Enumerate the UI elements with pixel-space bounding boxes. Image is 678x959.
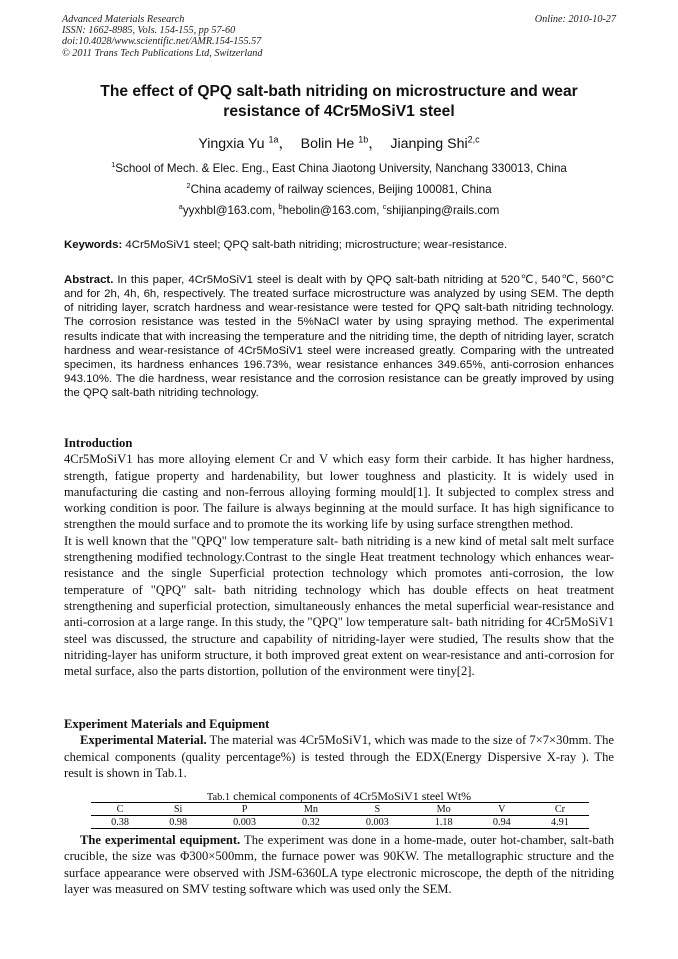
copyright-line: © 2011 Trans Tech Publications Ltd, Switzerland <box>62 47 263 59</box>
subsection-label: The experimental equipment. <box>80 833 241 847</box>
email-list <box>60 202 618 217</box>
abstract-text: In this paper, 4Cr5MoSiV1 steel is dealt with by QPQ salt-bath nitriding at 520℃, 540℃, 560°C and for 2h, 4h, 6h, respectively. The treated surface microstructure was analyzed by using SEM. The depth of nitriding layer, scratch hardness and wear-resistance were tested for QPQ salt-bath nitriding technology. The corrosion resistance was tested in the 5%NaCl water by using spraying method. The experimental results indicate that with increasing the temperature and the nitriding time, the depth of nitriding layer, scratch hardness and wear-resistance of 4Cr5MoSiV1 steel were increased greatly. Comparing with the untreated specimen, its hardness enhances 196.73%, wear resistance enhances 349.65%, anti-corrosion enhances 943.10%. The die hardness, wear resistance and the corrosion resistance can be greatly improved by using the QPQ salt-bath nitriding technology. <box>64 274 614 400</box>
email-sup: a <box>178 202 183 211</box>
table-cell: 0.003 <box>207 816 282 829</box>
table-cell: 1.18 <box>415 816 473 829</box>
table-cell: 0.94 <box>473 816 531 829</box>
table-cell: 0.38 <box>91 816 149 829</box>
paragraph: It is well known that the "QPQ" low temperature salt- bath nitriding is a new kind of metal salt melt surface strengthening modified technology.Contrast to the single Heat treatment technology which enhances wear-resistance and the single Superficial protection technology which promotes anti-corrosion, the low temperature of "QPQ" salt- bath nitriding technology which has double effects on heat treatment strengthening and superficial protection, simultaneously enhances the metal superficial wear-resistance and anti-corrosion at a large range. In this study, the "QPQ" low temperature salt- bath nitriding for 4Cr5MoSiV1 steel was discussed, the structure and capability of nitriding-layer were studied, The results show that the nitriding-layer has uniform structure, it both improved great extent on wear-resistance and anti-corrosion for metal surface, also the parts distortion, pollution of the environment were tiny[2]. <box>64 533 614 679</box>
author-list <box>60 133 618 153</box>
abstract-label: Abstract. <box>64 274 114 286</box>
table-cell: 4.91 <box>531 816 589 829</box>
author-separator: ， <box>278 136 293 152</box>
issn-line: ISSN: 1662-8985, Vols. 154-155, pp 57-60 <box>62 25 236 37</box>
email-link[interactable]: yyxhbl@163.com, <box>182 203 279 217</box>
introduction-section <box>64 435 614 679</box>
journal-name: Advanced Materials Research <box>62 14 185 25</box>
email-sup: b <box>278 202 283 211</box>
paragraph-text: The material was 4Cr5MoSiV1, which was made to the size of 7×7×30mm. The chemical components (quality percentage%) is tested through the EDX(Energy Dispersive X-ray ). The result is shown in Tab.1. <box>64 733 615 780</box>
email-link[interactable]: shijianping@rails.com <box>386 203 500 217</box>
table-header-cell: Cr <box>531 803 589 816</box>
section-heading: Experiment Materials and Equipment <box>64 717 270 731</box>
affiliation-sup: 1 <box>111 160 116 169</box>
table-header-cell: Mn <box>282 803 340 816</box>
keywords <box>64 238 618 252</box>
table-header-row <box>91 803 589 816</box>
title-line-1: The effect of QPQ salt-bath nitriding on microstructure and wear <box>100 83 578 100</box>
table-caption-prefix: Tab.1 <box>206 792 231 803</box>
subsection-label: Experimental Material. <box>80 733 207 748</box>
equipment-paragraph <box>64 832 614 897</box>
table-cell: 0.32 <box>282 816 340 829</box>
table-header-cell: Si <box>149 803 207 816</box>
affiliation-1 <box>60 160 618 175</box>
paragraph <box>64 732 614 781</box>
affiliation-2 <box>60 181 618 196</box>
running-header <box>62 14 616 59</box>
table-header-cell: P <box>207 803 282 816</box>
abstract <box>64 273 614 400</box>
table-row <box>91 816 589 829</box>
author-name: Bolin He <box>300 136 355 152</box>
author-separator: ， <box>368 136 383 152</box>
email-sup: c <box>382 202 387 211</box>
author-name: Jianping Shi <box>390 136 468 152</box>
table-cell: 0.98 <box>149 816 207 829</box>
author-sup: 1b <box>358 134 369 145</box>
affiliation-sup: 2 <box>186 181 191 190</box>
chemical-components-table <box>91 802 589 829</box>
table-header-cell: C <box>91 803 149 816</box>
author-sup: 1a <box>268 134 279 145</box>
affiliation-text: China academy of railway sciences, Beijing 100081, China <box>190 182 492 196</box>
email-link[interactable]: hebolin@163.com, <box>282 203 383 217</box>
paragraph <box>64 832 614 897</box>
paragraph: 4Cr5MoSiV1 has more alloying element Cr and V which easy form their carbide. It has higher hardness, strength, fatigue property and hardenability, but lower toughness and plasticity. It is widely used in manufacturing die casting and non-ferrous alloying forming mould[1]. It subjected to complex stress and working condition is poor. The failure is always beginning at the mould surface. It has high significance to strengthen the mould surface and to promote the its working life by using surface strengthen method. <box>64 452 614 532</box>
table-header-cell: S <box>340 803 415 816</box>
table-header-cell: V <box>473 803 531 816</box>
table-header-cell: Mo <box>415 803 473 816</box>
author-sup: 2,c <box>467 134 480 145</box>
title-line-2: resistance of 4Cr5MoSiV1 steel <box>223 102 455 120</box>
table-caption-text: chemical components of 4Cr5MoSiV1 steel Wt% <box>230 789 472 803</box>
online-date: Online: 2010-10-27 <box>534 14 616 25</box>
author-name: Yingxia Yu <box>198 136 265 152</box>
keywords-text: 4Cr5MoSiV1 steel; QPQ salt-bath nitriding; microstructure; wear-resistance. <box>122 239 508 251</box>
paragraph-text: The experiment was done in a home-made, outer hot-chamber, salt-bath crucible, the size was Φ300×500mm, the furnace power was 90KW. The metallographic structure and the surface appearance were observed with JSM-6360LA type electronic microscope, the depth of the nitriding layer was measured on SMV testing software which was used only the SEM. <box>64 833 614 896</box>
paper-title <box>60 82 618 121</box>
table-cell: 0.003 <box>340 816 415 829</box>
doi-line: doi:10.4028/www.scientific.net/AMR.154-155.57 <box>62 36 262 48</box>
section-heading: Introduction <box>64 436 133 450</box>
keywords-label: Keywords: <box>64 239 123 251</box>
experiment-section <box>64 716 614 781</box>
affiliation-text: School of Mech. & Elec. Eng., East China Jiaotong University, Nanchang 330013, China <box>115 161 567 175</box>
